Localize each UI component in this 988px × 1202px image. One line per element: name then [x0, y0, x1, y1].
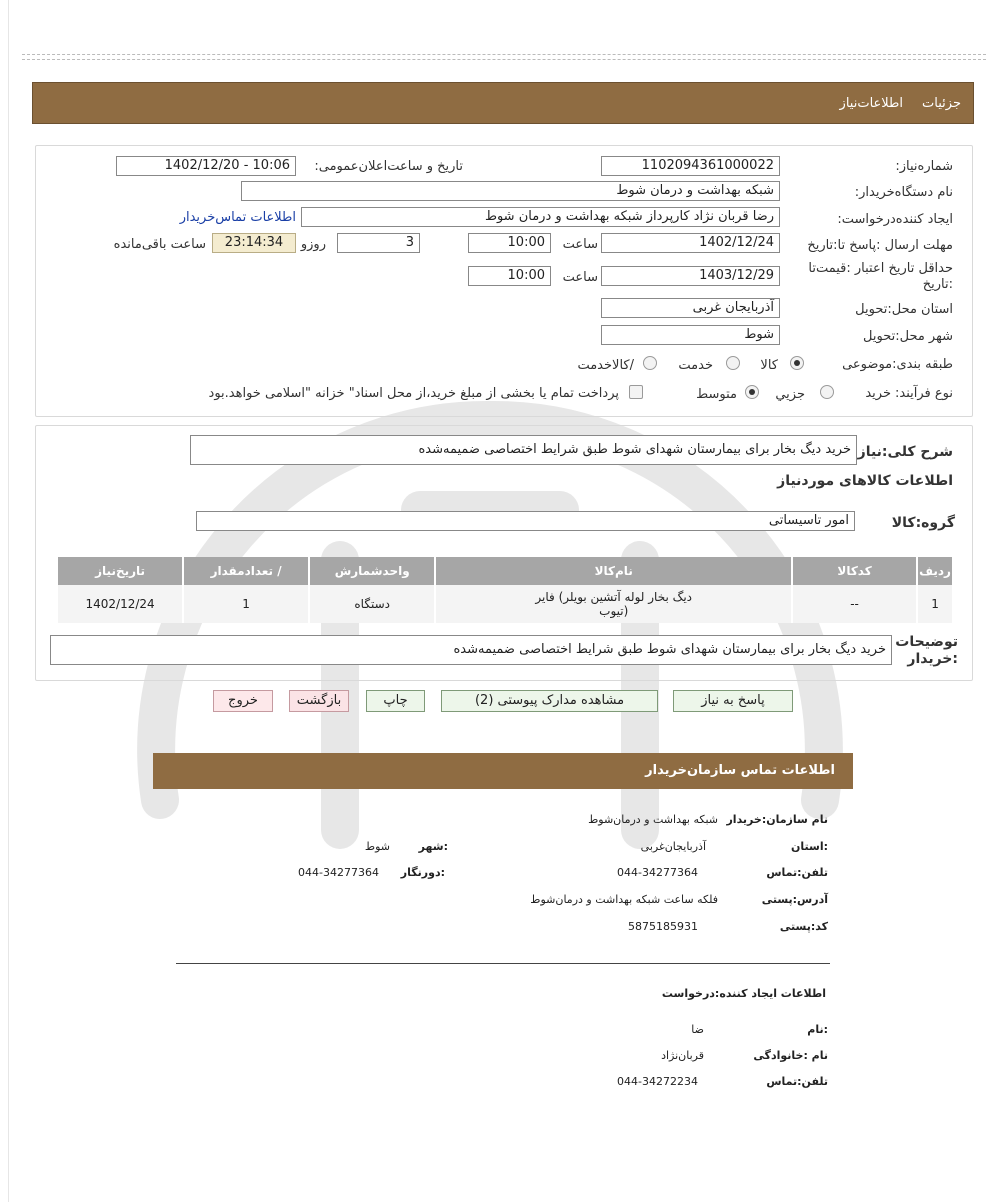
creator-info-title: اطلاعات ایجاد کننده:درخواست — [661, 987, 826, 1000]
cell-unit: دستگاه — [309, 585, 435, 623]
contact-fax-label: :دورنگار — [400, 866, 445, 879]
contact-province-label: :استان — [791, 840, 828, 853]
province-field: آذربایجان غربی — [601, 298, 780, 318]
cell-index: 1 — [917, 585, 952, 623]
buyer-notes-field: خرید دیگ بخار برای بیمارستان شهدای شوط طبق شرایط اختصاصی ضمیمه‌شده — [50, 635, 892, 665]
process-medium-label: متوسط — [696, 387, 737, 402]
days-label: روزو — [300, 237, 326, 252]
category-service-radio[interactable] — [726, 356, 740, 370]
creator-name-value: ضا — [691, 1023, 704, 1036]
buyer-notes-label-2: :خریدار — [907, 651, 958, 667]
buyer-org-field: شبکه بهداشت و درمان شوط — [241, 181, 780, 201]
col-index: ردیف — [917, 557, 952, 585]
col-qty: / تعدادمقدار — [183, 557, 309, 585]
contact-fax-value: 044-34277364 — [298, 866, 379, 879]
process-label: نوع فرآیند: — [895, 386, 953, 401]
buyer-contact-link[interactable]: اطلاعات تماس‌خریدار — [179, 210, 296, 225]
category-label: طبقه بندی:موضوعی — [842, 357, 953, 372]
creator-phone-label: تلفن:تماس — [766, 1075, 828, 1088]
deadline-time-label: ساعت — [562, 237, 598, 252]
exit-button[interactable]: خروج — [213, 690, 273, 712]
deadline-label: مهلت ارسال :پاسخ تا:تاریخ — [807, 238, 953, 253]
contact-phone-value: 044-34277364 — [617, 866, 698, 879]
contact-header — [153, 753, 853, 789]
goods-info-title: اطلاعات کالاهای موردنیاز — [777, 473, 953, 489]
category-both-label: /کالاخدمت — [577, 358, 634, 373]
summary-label: شرح کلی:نیاز — [857, 444, 953, 460]
contact-title: اطلاعات تماس سازمان‌خریدار — [645, 763, 835, 778]
back-button[interactable]: بازگشت — [289, 690, 349, 712]
page-header — [32, 82, 974, 124]
contact-address-label: آدرس:پستی — [761, 893, 828, 906]
table-header-row — [57, 557, 952, 585]
contact-postal-label: کد:پستی — [779, 920, 828, 933]
contact-org-value: شبکه بهداشت و درمان‌شوط — [588, 813, 718, 826]
cell-qty: 1 — [183, 585, 309, 623]
goods-table — [56, 557, 952, 623]
announce-label: تاریخ و ساعت‌اعلان‌عمومی: — [314, 159, 463, 174]
contact-postal-value: 5875185931 — [628, 920, 698, 933]
need-number-label: شماره‌نیاز: — [895, 159, 953, 174]
buyer-notes-label-1: توضیحات — [895, 634, 958, 650]
summary-field: خرید دیگ بخار برای بیمارستان شهدای شوط طبق شرایط اختصاصی ضمیمه‌شده — [190, 435, 857, 465]
cell-name-line2: (تیوب — [599, 604, 629, 618]
view-attachments-button[interactable]: مشاهده مدارک پیوستی (2) — [441, 690, 658, 712]
buyer-org-label: نام دستگاه‌خریدار: — [854, 185, 953, 200]
creator-family-value: قربان‌نژاد — [661, 1049, 704, 1062]
col-name: نام‌کالا — [435, 557, 792, 585]
contact-divider — [176, 963, 830, 964]
process-minor-label: جزیي — [775, 387, 805, 402]
contact-address-value: فلکه ساعت شبکه بهداشت و درمان‌شوط — [530, 893, 718, 906]
page-left-border — [8, 0, 9, 1202]
deadline-time-field: 10:00 — [468, 233, 551, 253]
validity-label: حداقل تاریخ اعتبار :قیمت‌تا — [808, 261, 953, 276]
table-row — [57, 585, 952, 623]
category-goods-radio[interactable] — [790, 356, 804, 370]
cell-name — [435, 585, 792, 623]
contact-province-value: آذربایجان‌غربی — [640, 840, 706, 853]
cell-code: -- — [792, 585, 917, 623]
cell-name-line1: دیگ بخار لوله آتشین بویلر) فایر — [535, 590, 693, 604]
process-purchase-label: خرید — [865, 386, 891, 401]
remaining-time-field: 23:14:34 — [212, 233, 296, 253]
category-goods-label: کالا — [760, 358, 778, 373]
contact-city-label: :شهر — [418, 840, 448, 853]
creator-name-label: :نام — [807, 1023, 828, 1036]
validity-time-label: ساعت — [562, 270, 598, 285]
col-code: کدکالا — [792, 557, 917, 585]
tab-details[interactable]: جزئیات — [922, 96, 961, 111]
goods-group-field: امور تاسیساتی — [196, 511, 855, 531]
announce-field: 1402/12/20 - 10:06 — [116, 156, 296, 176]
city-field: شوط — [601, 325, 780, 345]
validity-label-2: :تاریخ — [922, 277, 953, 292]
category-service-label: خدمت — [678, 358, 713, 373]
cell-date: 1402/12/24 — [57, 585, 183, 623]
creator-label: ایجاد کننده‌درخواست: — [837, 212, 953, 227]
contact-phone-label: تلفن:تماس — [766, 866, 828, 879]
goods-group-label: گروه:کالا — [891, 515, 955, 531]
creator-phone-value: 044-34272234 — [617, 1075, 698, 1088]
tab-need-info[interactable]: اطلاعات‌نیاز — [839, 96, 903, 111]
contact-city-value: شوط — [364, 840, 390, 853]
city-label: شهر محل:تحویل — [863, 329, 953, 344]
treasury-payment-note: پرداخت تمام یا بخشی از مبلغ خرید،از محل اسناد" خزانه "اسلامی خواهد.بود — [208, 386, 619, 401]
category-both-radio[interactable] — [643, 356, 657, 370]
creator-family-label: نام :خانوادگی — [753, 1049, 828, 1062]
col-date: تاریخ‌نیاز — [57, 557, 183, 585]
col-unit: واحدشمارش — [309, 557, 435, 585]
reply-button[interactable]: پاسخ به نیاز — [673, 690, 793, 712]
need-number-field: 1102094361000022 — [601, 156, 780, 176]
top-divider — [22, 54, 986, 60]
print-button[interactable]: چاپ — [366, 690, 425, 712]
deadline-date-field: 1402/12/24 — [601, 233, 780, 253]
validity-date-field: 1403/12/29 — [601, 266, 780, 286]
province-label: استان محل:تحویل — [855, 302, 953, 317]
process-medium-radio[interactable] — [745, 385, 759, 399]
validity-time-field: 10:00 — [468, 266, 551, 286]
creator-field: رضا قربان نژاد کارپرداز شبکه بهداشت و درمان شوط — [301, 207, 780, 227]
contact-org-label: نام سازمان:خریدار — [726, 813, 828, 826]
days-field: 3 — [337, 233, 420, 253]
process-minor-radio[interactable] — [820, 385, 834, 399]
remaining-label: ساعت باقی‌مانده — [113, 237, 206, 252]
treasury-payment-checkbox[interactable] — [629, 385, 643, 399]
